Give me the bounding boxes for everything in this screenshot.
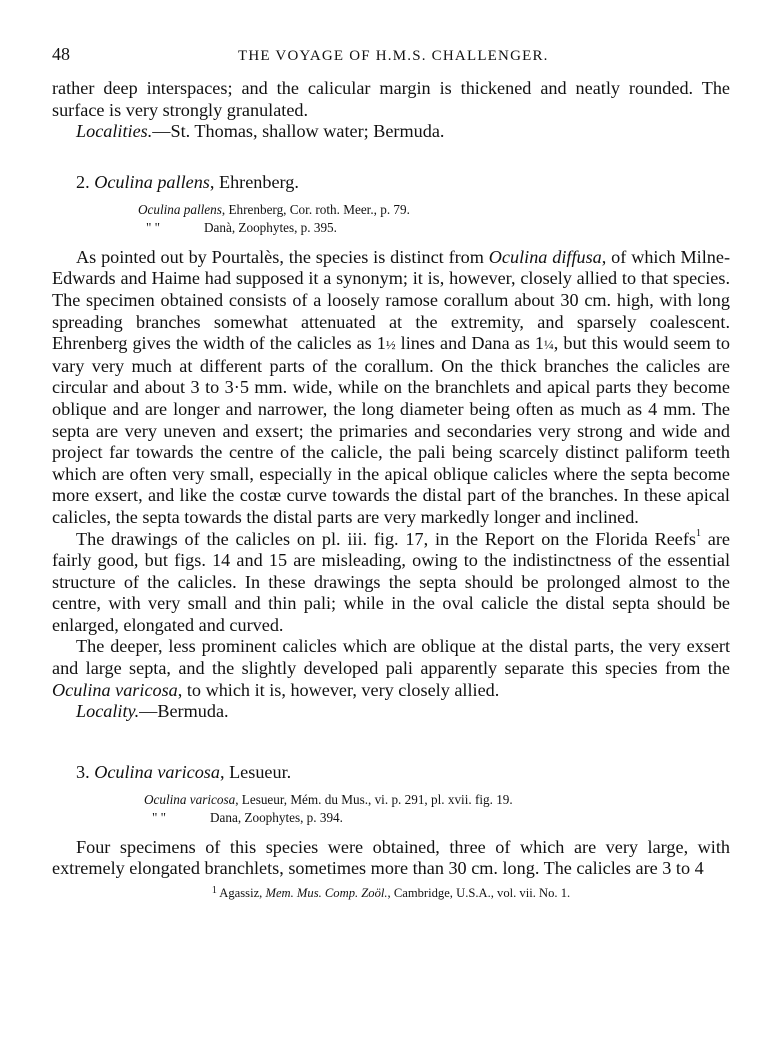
footnote	[52, 886, 730, 901]
text-run: , but this would seem to vary very much at different parts of the corallum. On the thick branches the calicles are circular and about 3 to 3·5 mm. wide, while on the branchlets and apical parts they become oblique and are longer and narrower, the long diameter being often as much as 4 mm. The septa are very uneven and exsert; the primaries and secondaries very strong and wide and project far towards the centre of the calicle, the pali being scarcely distinct paliform teeth which are often very small, especially in the apical oblique calicles where the septa become more exsert, and like the costæ curve towards the distal part of the branches. In these apical calicles, the septa towards the distal parts are very markedly longer and inclined.	[52, 333, 731, 527]
localities-line	[52, 121, 730, 143]
fraction: ¼	[544, 337, 554, 353]
synonym-line	[138, 201, 730, 219]
text-run: are fairly good, but figs. 14 and 15 are misleading, owing to the indistinctness of the essential structure of the calicles. In these drawings the septa should be prolonged almost to the centre, with very small and thin pali; while in the oval calicle the distal septa should be enlarged, elongated and curved.	[52, 528, 730, 635]
footnote-journal: Mem. Mus. Comp. Zoöl.	[265, 886, 388, 901]
species-3-name: Oculina varicosa	[94, 761, 220, 782]
footnote-author: Agassiz,	[216, 886, 266, 901]
footnote-text: , Cambridge, U.S.A., vol. vii. No. 1.	[387, 886, 571, 901]
localities-text: —St. Thomas, shallow water; Bermuda.	[152, 121, 445, 142]
localities-label: Localities.	[76, 121, 153, 142]
continuation-paragraph: rather deep interspaces; and the calicular margin is thickened and neatly rounded. The surface is very strongly granulated.	[52, 78, 730, 120]
species-name-inline: Oculina diffusa	[488, 246, 602, 267]
synonym-name: Oculina varicosa	[144, 791, 236, 807]
species-2-name: Oculina pallens	[94, 171, 210, 192]
locality-text: —Bermuda.	[139, 701, 229, 722]
synonym-name: Oculina pallens	[138, 201, 222, 217]
footnote-mark: 1	[211, 885, 217, 897]
species-3-author: , Lesueur.	[219, 761, 292, 782]
text-run: lines and Dana as 1	[395, 333, 545, 354]
page	[52, 44, 730, 901]
species-3-synonymy	[144, 791, 730, 827]
species-2-heading	[76, 171, 730, 193]
species-2-number: 2.	[76, 171, 90, 192]
species-3-heading	[76, 761, 730, 783]
text-run: The drawings of the calicles on pl. iii. fig. 17, in the Report on the Florida Reefs	[76, 528, 696, 549]
synonym-line	[144, 809, 730, 827]
ditto-marks: " "	[152, 809, 167, 825]
text-run: , to which it is, however, very closely allied.	[177, 679, 500, 700]
species-2-paragraph-3	[52, 636, 730, 701]
synonym-line	[138, 219, 730, 237]
ditto-marks: " "	[146, 219, 161, 235]
page-number: 48	[52, 44, 70, 64]
locality-line	[52, 701, 730, 723]
text-run: The deeper, less prominent calicles which are oblique at the distal parts, the very exsert and large septa, and the slightly developed pali apparently separate this species from the	[52, 636, 730, 679]
species-name-inline: Oculina varicosa	[52, 679, 178, 700]
species-3-section	[52, 761, 730, 880]
species-2-paragraph-2	[52, 529, 730, 637]
species-2-section	[52, 171, 730, 723]
synonym-reference: , Ehrenberg, Cor. roth. Meer., p. 79.	[221, 201, 410, 217]
fraction: ½	[385, 337, 396, 353]
synonym-line	[144, 791, 730, 809]
synonym-reference: Dana, Zoophytes, p. 394.	[210, 809, 343, 825]
species-2-synonymy	[138, 201, 730, 237]
species-3-paragraph-1: Four specimens of this species were obtained, three of which are very large, with extremely elongated branchlets, sometimes more than 30 cm. long. The calicles are 3 to 4	[52, 836, 730, 879]
synonym-reference: Danà, Zoophytes, p. 395.	[204, 219, 337, 235]
synonym-reference: , Lesueur, Mém. du Mus., vi. p. 291, pl. xvii. fig. 19.	[235, 791, 513, 807]
species-3-number: 3.	[76, 761, 90, 782]
species-2-author: , Ehrenberg.	[209, 171, 299, 192]
locality-label: Locality.	[76, 701, 140, 722]
text-run: , of which Milne-Edwards and Haime had supposed it a synonym; it is, however, closely allied to that species. The specimen obtained consists of a loosely ramose corallum about 30 cm. high, with long spreading branches somewhat attenuated at the extremity, and sparsely coalescent. Ehrenberg gives the width of the calicles as 1	[52, 246, 731, 354]
page-header	[52, 44, 730, 78]
running-head: THE VOYAGE OF H.M.S. CHALLENGER.	[238, 48, 549, 64]
species-2-paragraph-1	[52, 247, 730, 529]
text-run: As pointed out by Pourtalès, the species is distinct from	[76, 246, 489, 267]
footnote-reference: 1	[695, 527, 701, 539]
